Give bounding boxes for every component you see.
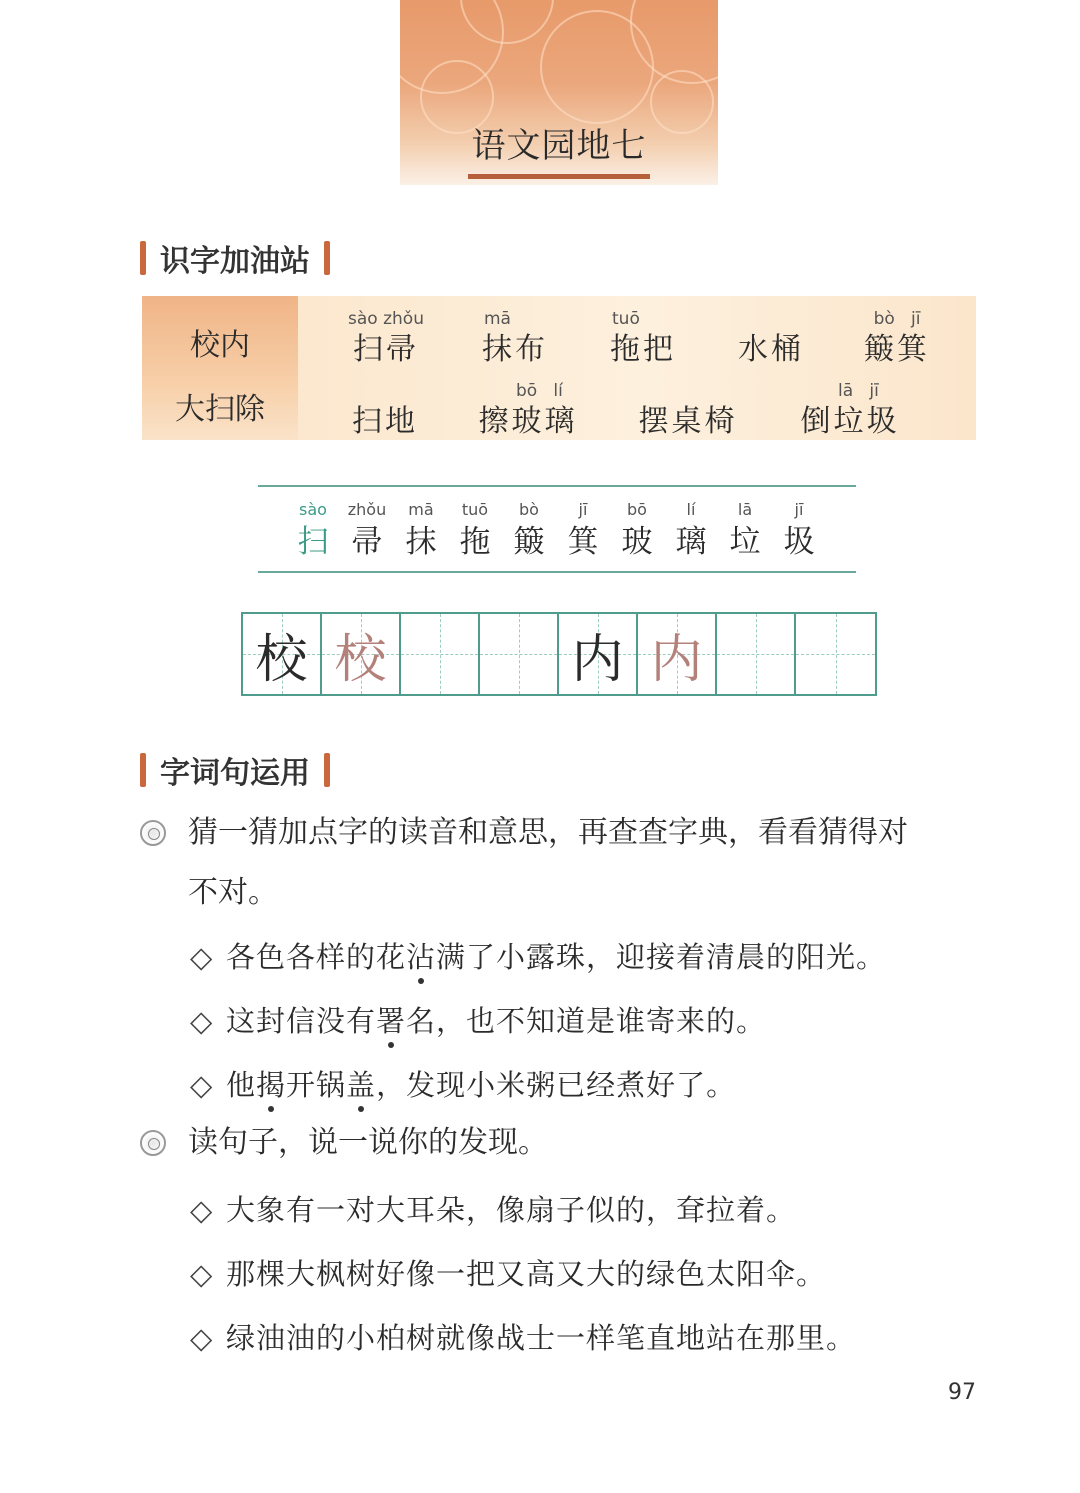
grid-cell-trace	[322, 614, 401, 694]
example-sentence	[190, 1316, 856, 1357]
vocab-word	[852, 308, 942, 370]
grid-cell-empty[interactable]	[796, 614, 875, 694]
dotted-char: 署	[376, 1004, 407, 1038]
grid-cell-empty[interactable]	[717, 614, 796, 694]
sentence-text: 绿油油的小柏树就像战士一样笔直地站在那里。	[226, 1321, 857, 1355]
dotted-char: 盖	[346, 1068, 377, 1102]
example-sentence	[190, 1188, 796, 1229]
task-prompt: 读句子，说一说你的发现。	[188, 1125, 548, 1160]
pinyin: lí	[686, 500, 696, 519]
char: 抹	[405, 524, 437, 560]
vocab-word	[470, 380, 586, 442]
task-prompt: 猜一猜加点字的读音和意思，再查查字典，看看猜得对	[188, 815, 908, 850]
vocab-word	[726, 308, 816, 370]
vocab-topic-line: 大扫除	[175, 392, 265, 427]
pinyin: sào	[299, 500, 327, 519]
pinyin: bō	[627, 500, 647, 519]
word-text: 拖把	[610, 332, 676, 367]
char: 圾	[783, 524, 815, 560]
diamond-icon: ◇	[190, 1321, 214, 1355]
heading-bar-left	[140, 241, 146, 275]
grid-cell-empty[interactable]	[480, 614, 559, 694]
char: 扫	[297, 524, 329, 560]
example-sentence	[190, 999, 766, 1040]
sentence-text: 那棵大枫树好像一把又高又大的绿色太阳伞。	[226, 1257, 827, 1291]
task-1-continued	[188, 875, 278, 910]
page-title: 语文园地七	[471, 126, 647, 166]
pinyin: jī	[578, 500, 588, 519]
grid-cell	[243, 614, 322, 694]
sentence-text: 开锅	[286, 1068, 347, 1102]
example-sentence	[190, 1063, 736, 1104]
diamond-icon: ◇	[190, 940, 214, 974]
vocab-word	[340, 380, 430, 442]
char-item	[718, 500, 772, 562]
char-item	[772, 500, 826, 562]
section-heading-usage	[140, 750, 330, 790]
dotted-char: 揭	[256, 1068, 287, 1102]
char-item	[664, 500, 718, 562]
diamond-icon: ◇	[190, 1257, 214, 1291]
sentence-text: 大象有一对大耳朵，像扇子似的，耷拉着。	[226, 1193, 797, 1227]
pinyin: bō lí	[516, 381, 563, 401]
grid-cell-trace	[638, 614, 717, 694]
section-title: 识字加油站	[160, 244, 310, 279]
diamond-icon: ◇	[190, 1193, 214, 1227]
word-text: 抹布	[482, 332, 548, 367]
char: 簸	[513, 524, 545, 560]
pinyin: mā	[408, 500, 434, 519]
heading-bar-right	[324, 753, 330, 787]
char-list-bottom-rule	[258, 571, 856, 573]
char: 玻	[621, 524, 653, 560]
vocab-word	[630, 380, 746, 442]
word-text: 扫地	[352, 404, 418, 439]
vocab-word	[598, 308, 688, 370]
grid-char: 校	[255, 629, 308, 690]
char-item	[556, 500, 610, 562]
example-sentence	[190, 1252, 826, 1293]
section-heading-literacy	[140, 238, 330, 278]
char-item	[394, 500, 448, 562]
vocab-word	[470, 308, 560, 370]
word-text: 倒垃圾	[800, 404, 900, 439]
word-text: 扫帚	[353, 332, 419, 367]
vocab-word	[340, 308, 432, 370]
pinyin: bò	[519, 500, 539, 519]
pinyin	[630, 380, 746, 402]
char-item	[448, 500, 502, 562]
pinyin: lā jī	[838, 381, 879, 401]
pinyin: mā	[484, 309, 511, 329]
char: 帚	[351, 524, 383, 560]
task-prompt-continued: 不对。	[188, 875, 278, 910]
diamond-icon: ◇	[190, 1068, 214, 1102]
word-text: 擦玻璃	[478, 404, 578, 439]
pinyin: sào zhǒu	[348, 309, 424, 329]
grid-char: 内	[650, 629, 703, 690]
pinyin: bò jī	[873, 309, 921, 329]
char: 垃	[729, 524, 761, 560]
vocab-word	[792, 380, 908, 442]
word-text: 水桶	[738, 332, 804, 367]
sentence-text: 这封信没有	[226, 1004, 377, 1038]
sentence-text: 名，也不知道是谁寄来的。	[406, 1004, 767, 1038]
word-text: 摆桌椅	[638, 404, 738, 439]
example-sentence	[190, 935, 886, 976]
sentence-text: ，发现小米粥已经煮好了。	[376, 1068, 737, 1102]
heading-bar-left	[140, 753, 146, 787]
task-bullet-icon	[140, 1130, 166, 1156]
sentence-text: 满了小露珠，迎接着清晨的阳光。	[436, 940, 887, 974]
heading-bar-right	[324, 241, 330, 275]
char-item	[340, 500, 394, 562]
vocab-topic-line: 校内	[190, 328, 250, 363]
char: 拖	[459, 524, 491, 560]
pinyin: tuō	[461, 500, 489, 519]
task-bullet-icon	[140, 820, 166, 846]
grid-char: 内	[571, 629, 624, 690]
pinyin	[340, 380, 430, 402]
title-underline	[468, 174, 650, 179]
sentence-text: 各色各样的花	[226, 940, 407, 974]
pinyin	[726, 308, 816, 330]
char-item	[610, 500, 664, 562]
section-title: 字词句运用	[160, 756, 310, 791]
diamond-icon: ◇	[190, 1004, 214, 1038]
page-number: 97	[948, 1380, 976, 1405]
grid-cell	[559, 614, 638, 694]
pinyin: lā	[737, 500, 753, 519]
char-item	[502, 500, 556, 562]
char: 箕	[567, 524, 599, 560]
writing-grid	[241, 612, 877, 696]
char-list-top-rule	[258, 485, 856, 487]
char: 璃	[675, 524, 707, 560]
pinyin: jī	[794, 500, 804, 519]
char-item	[286, 500, 340, 562]
pinyin: tuō	[612, 309, 640, 329]
pinyin: zhǒu	[347, 500, 387, 519]
dotted-char: 沾	[406, 940, 437, 974]
grid-char: 校	[334, 629, 387, 690]
word-text: 簸箕	[864, 332, 930, 367]
grid-cell-empty[interactable]	[401, 614, 480, 694]
sentence-text: 他	[226, 1068, 257, 1102]
